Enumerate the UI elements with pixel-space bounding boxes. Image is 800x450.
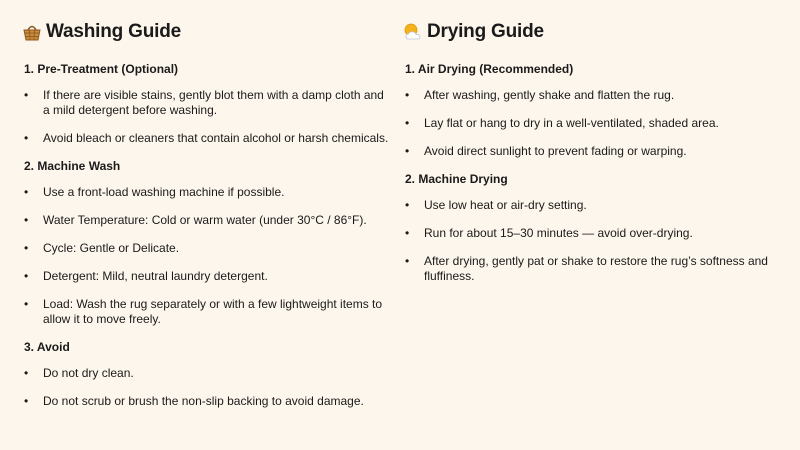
list-item: • Avoid bleach or cleaners that contain alcohol or harsh chemicals. xyxy=(22,131,392,146)
drying-guide-title: Drying Guide xyxy=(427,21,544,42)
sun-behind-cloud-icon xyxy=(403,22,423,42)
list-item: • After washing, gently shake and flatten the rug. xyxy=(403,88,783,103)
list-item: • Use low heat or air-dry setting. xyxy=(403,198,783,213)
washing-guide-column xyxy=(22,16,392,422)
list-item: • Water Temperature: Cold or warm water (under 30°C / 86°F). xyxy=(22,213,392,228)
drying-guide-column xyxy=(403,16,783,297)
drying-guide-header xyxy=(403,16,783,48)
list-item: • Cycle: Gentle or Delicate. xyxy=(22,241,392,256)
list-item: • Use a front-load washing machine if possible. xyxy=(22,185,392,200)
pretreatment-list xyxy=(22,88,392,146)
list-item: • Do not dry clean. xyxy=(22,366,392,381)
machine-wash-list xyxy=(22,185,392,327)
machine-wash-heading: 2. Machine Wash xyxy=(24,159,121,173)
machine-drying-heading: 2. Machine Drying xyxy=(405,172,508,186)
list-item: • Avoid direct sunlight to prevent fading or warping. xyxy=(403,144,783,159)
washing-guide-title: Washing Guide xyxy=(46,21,181,42)
air-drying-list xyxy=(403,88,783,159)
list-item: • Do not scrub or brush the non-slip backing to avoid damage. xyxy=(22,394,392,409)
avoid-heading: 3. Avoid xyxy=(24,340,70,354)
avoid-list xyxy=(22,366,392,409)
basket-icon xyxy=(22,22,42,42)
list-item: • Detergent: Mild, neutral laundry detergent. xyxy=(22,269,392,284)
list-item: • If there are visible stains, gently blot them with a damp cloth and a mild detergent before washing. xyxy=(22,88,392,118)
list-item: • Load: Wash the rug separately or with a few lightweight items to allow it to move freely. xyxy=(22,297,392,327)
pretreatment-heading: 1. Pre-Treatment (Optional) xyxy=(24,62,179,76)
washing-guide-header xyxy=(22,16,392,48)
list-item: • Lay flat or hang to dry in a well-ventilated, shaded area. xyxy=(403,116,783,131)
air-drying-heading: 1. Air Drying (Recommended) xyxy=(405,62,574,76)
machine-drying-list xyxy=(403,198,783,284)
list-item: • Run for about 15–30 minutes — avoid over-drying. xyxy=(403,226,783,241)
list-item: • After drying, gently pat or shake to restore the rug’s softness and fluffiness. xyxy=(403,254,783,284)
